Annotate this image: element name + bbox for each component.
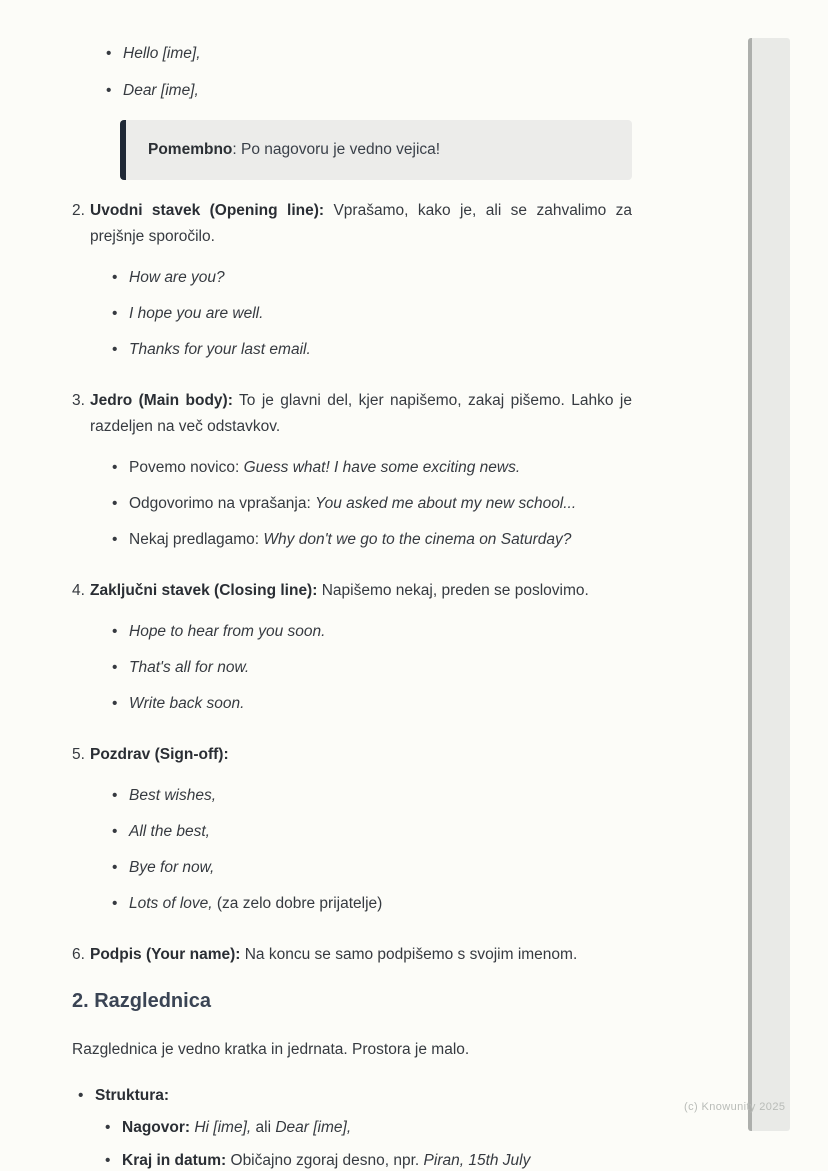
nested-structure-list	[105, 1116, 632, 1171]
numbered-item	[72, 942, 632, 968]
bullet-marker: •	[112, 495, 118, 512]
item-number: 6.	[72, 946, 85, 963]
bullet-item	[112, 892, 632, 916]
bullet-text	[129, 784, 216, 808]
structure-root-item	[78, 1084, 632, 1108]
bullet-text	[129, 656, 249, 680]
example-text: Piran, 15th July	[423, 1152, 531, 1169]
bullet-text	[129, 820, 210, 844]
bullet-item	[112, 620, 632, 644]
example-text: Thanks for your last email.	[129, 341, 311, 358]
bullet-marker: •	[112, 823, 118, 840]
bullet-item	[105, 1149, 632, 1171]
bullet-marker: •	[112, 787, 118, 804]
bullet-text	[129, 302, 263, 326]
intro-bullet-list	[106, 42, 632, 103]
bullet-marker: •	[105, 1152, 111, 1169]
bullet-marker: •	[112, 269, 118, 286]
item-heading: Zaključni stavek (Closing line):	[90, 582, 318, 599]
example-text: Bye for now,	[129, 859, 215, 876]
item-body	[90, 578, 632, 728]
item-body	[90, 198, 632, 374]
numbered-list	[72, 198, 632, 968]
bullet-marker: •	[112, 305, 118, 322]
bullet-item	[112, 456, 632, 480]
bullet-marker: •	[112, 341, 118, 358]
callout-box	[120, 120, 632, 180]
bullet-text: Nagovor: Hi [ime], ali Dear [ime],	[122, 1119, 352, 1136]
bullet-text	[123, 79, 199, 103]
example-text: I hope you are well.	[129, 305, 264, 322]
bullet-marker: •	[106, 45, 112, 62]
item-heading: Jedro (Main body):	[90, 392, 233, 409]
bullet-item	[112, 302, 632, 326]
bullet-text: Lots of love, (za zelo dobre prijatelje)	[129, 895, 383, 912]
sub-bullet-list	[112, 620, 632, 716]
bullet-item	[112, 692, 632, 716]
footer-copyright: (c) Knowunity 2025	[684, 1101, 786, 1113]
bullet-item	[112, 492, 632, 516]
structure-list	[78, 1084, 632, 1171]
numbered-item	[72, 742, 632, 928]
example-text: Why don't we go to the cinema on Saturday?	[263, 531, 572, 548]
item-body	[90, 388, 632, 564]
sub-bullet-list	[112, 266, 632, 362]
bullet-marker: •	[105, 1119, 111, 1136]
example-text: Best wishes,	[129, 787, 217, 804]
callout-label: Pomembno	[148, 141, 233, 158]
bullet-item	[105, 1116, 632, 1140]
bullet-marker: •	[112, 695, 118, 712]
item-heading: Pozdrav (Sign-off):	[90, 746, 229, 763]
section-heading: 2. Razglednica	[72, 990, 211, 1012]
example-text: Hello [ime],	[123, 45, 201, 62]
example-text: Guess what! I have some exciting news.	[243, 459, 521, 476]
example-text: Hope to hear from you soon.	[129, 623, 326, 640]
bullet-item	[112, 656, 632, 680]
bullet-item	[112, 856, 632, 880]
example-text: Hi [ime],	[194, 1119, 252, 1136]
bullet-item	[106, 79, 632, 103]
example-text: Dear [ime],	[123, 82, 199, 99]
bullet-marker: •	[78, 1087, 84, 1104]
example-text: Dear [ime],	[275, 1119, 352, 1136]
bullet-text	[129, 620, 325, 644]
item-heading: Uvodni stavek (Opening line):	[90, 202, 325, 219]
bullet-text: Odgovorimo na vprašanja: You asked me about my new school...	[129, 495, 577, 512]
structure-sub-label: Kraj in datum:	[122, 1152, 227, 1169]
example-text: Lots of love,	[129, 895, 213, 912]
item-paragraph: Jedro (Main body): To je glavni del, kjer napišemo, zakaj pišemo. Lahko je razdeljen na več odstavkov.	[90, 392, 632, 435]
structure-sub-label: Nagovor:	[122, 1119, 191, 1136]
sub-bullet-list	[112, 784, 632, 916]
item-paragraph: Podpis (Your name): Na koncu se samo podpišemo s svojim imenom.	[90, 946, 578, 963]
item-paragraph: Uvodni stavek (Opening line): Vprašamo, kako je, ali se zahvalimo za prejšnje sporočilo.	[90, 202, 633, 245]
bullet-marker: •	[106, 82, 112, 99]
item-body	[90, 942, 632, 968]
item-number: 2.	[72, 202, 85, 219]
bullet-item	[112, 820, 632, 844]
example-text: All the best,	[129, 823, 210, 840]
sub-bullet-list	[112, 456, 632, 552]
bullet-item	[112, 784, 632, 808]
item-paragraph: Zaključni stavek (Closing line): Napišemo nekaj, preden se poslovimo.	[90, 582, 589, 599]
bullet-item	[112, 266, 632, 290]
item-paragraph	[90, 742, 632, 768]
item-number: 4.	[72, 582, 85, 599]
bullet-text	[129, 266, 225, 290]
item-number: 3.	[72, 392, 85, 409]
bullet-text: Povemo novico: Guess what! I have some exciting news.	[129, 459, 521, 476]
example-text: Write back soon.	[129, 695, 245, 712]
item-heading: Podpis (Your name):	[90, 946, 241, 963]
bullet-marker: •	[112, 531, 118, 548]
numbered-item	[72, 388, 632, 564]
bullet-text	[129, 856, 214, 880]
structure-label: Struktura:	[95, 1087, 170, 1104]
scrollbar[interactable]	[748, 38, 790, 1131]
bullet-item	[112, 338, 632, 362]
example-text: You asked me about my new school...	[315, 495, 577, 512]
example-text: How are you?	[129, 269, 225, 286]
item-body	[90, 742, 632, 928]
example-text: That's all for now.	[129, 659, 250, 676]
bullet-item	[106, 42, 632, 66]
bullet-text: Kraj in datum: Običajno zgoraj desno, npr. Piran, 15th July	[122, 1152, 531, 1169]
bullet-marker: •	[112, 659, 118, 676]
bullet-text	[129, 338, 311, 362]
numbered-item	[72, 578, 632, 728]
callout-text: : Po nagovoru je vedno vejica!	[232, 141, 441, 158]
bullet-text	[123, 42, 201, 66]
bullet-marker: •	[112, 459, 118, 476]
document-content	[72, 36, 632, 1171]
section-paragraph: Razglednica je vedno kratka in jedrnata. Prostora je malo.	[72, 1041, 470, 1058]
bullet-marker: •	[112, 623, 118, 640]
bullet-text	[129, 692, 244, 716]
bullet-marker: •	[112, 895, 118, 912]
bullet-marker: •	[112, 859, 118, 876]
numbered-item	[72, 198, 632, 374]
bullet-text: Nekaj predlagamo: Why don't we go to the cinema on Saturday?	[129, 531, 572, 548]
item-number: 5.	[72, 746, 85, 763]
bullet-item	[112, 528, 632, 552]
